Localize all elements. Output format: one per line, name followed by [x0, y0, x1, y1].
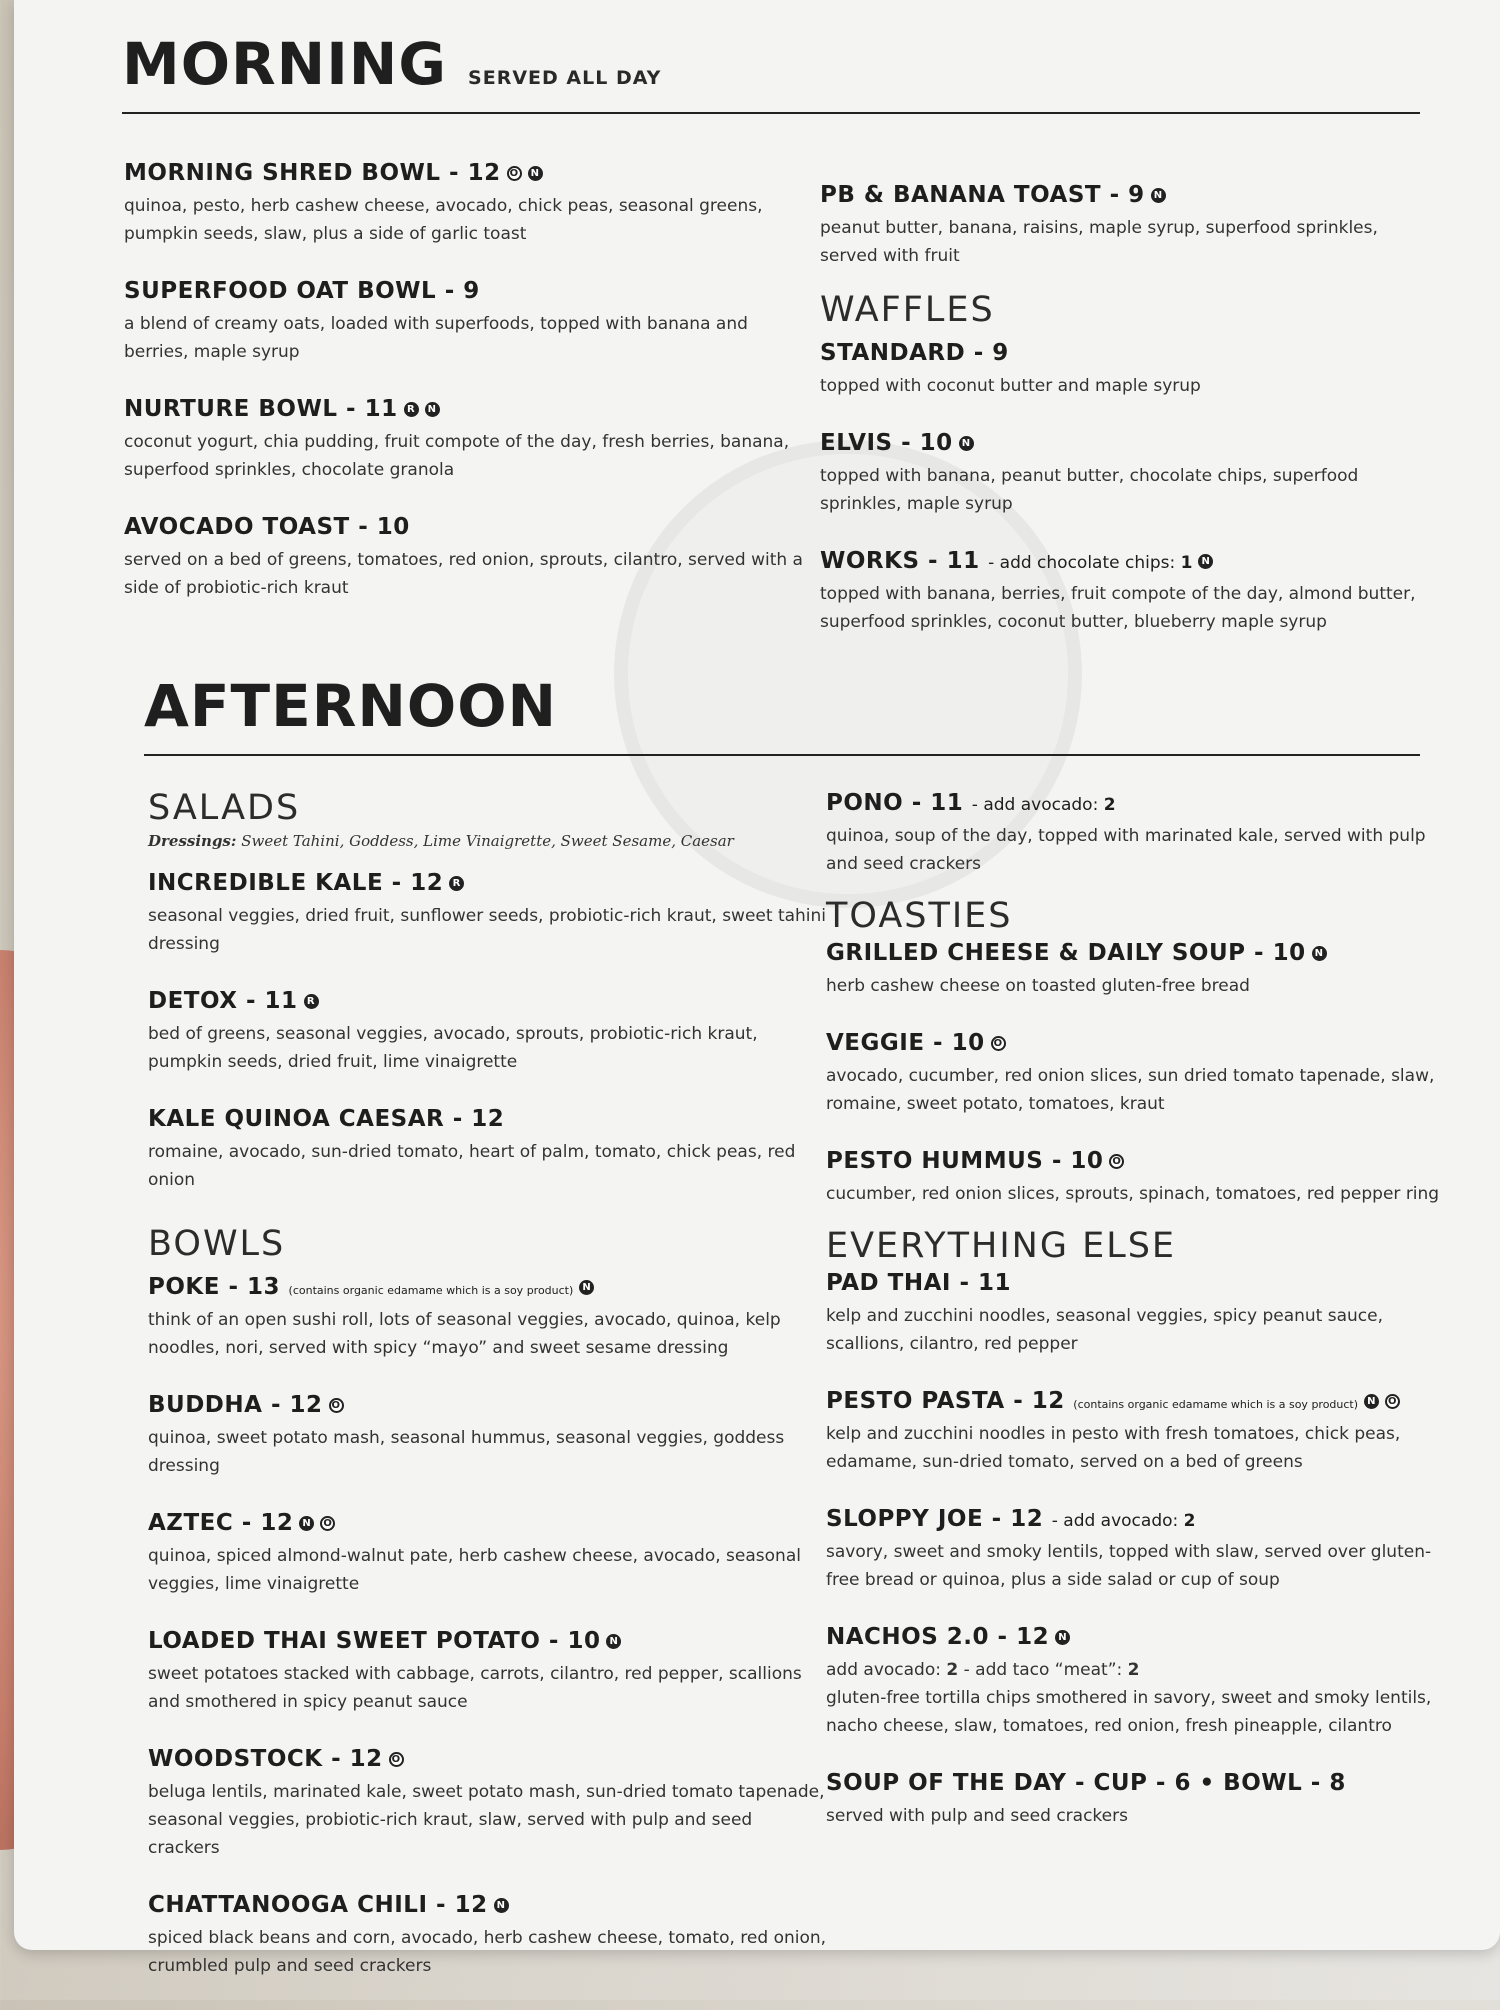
dressings-label: Dressings: [148, 832, 237, 850]
item-description: herb cashew cheese on toasted gluten-free bread [826, 976, 1250, 996]
item-name: GRILLED CHEESE & DAILY SOUP - 10 [826, 940, 1306, 966]
item-name: PONO - 11 [826, 790, 964, 816]
item-name: ELVIS - 10 [820, 430, 953, 456]
item-name: AVOCADO TOAST - 10 [124, 514, 410, 540]
item-description: bed of greens, seasonal veggies, avocado, sprouts, probiotic-rich kraut, pumpkin seeds, dried fruit, lime vinaigrette [148, 1024, 758, 1072]
afternoon-header [144, 672, 1420, 756]
item-name: VEGGIE - 10 [826, 1030, 985, 1056]
item-name: DETOX - 11 [148, 988, 298, 1014]
item-description: quinoa, spiced almond-walnut pate, herb cashew cheese, avocado, seasonal veggies, lime vinaigrette [148, 1546, 801, 1594]
vegan-icon: O [991, 1036, 1006, 1051]
morning-title: MORNING [122, 30, 447, 98]
item-description: think of an open sushi roll, lots of seasonal veggies, avocado, quinoa, kelp noodles, nori, served with spicy “mayo” and sweet sesame dressing [148, 1310, 781, 1358]
menu-item [148, 1746, 828, 1862]
menu-item [124, 514, 804, 602]
nut-icon: N [299, 1516, 314, 1531]
item-name: PESTO PASTA - 12 [826, 1388, 1065, 1414]
item-description: topped with coconut butter and maple syrup [820, 376, 1201, 396]
item-name: PESTO HUMMUS - 10 [826, 1148, 1104, 1174]
item-name: CHATTANOOGA CHILI - 12 [148, 1892, 488, 1918]
menu-item [826, 1388, 1446, 1476]
dressings-line [148, 832, 828, 850]
menu-item [826, 1624, 1446, 1740]
toasties-heading: TOASTIES [826, 896, 1013, 936]
item-name: WORKS - 11 [820, 548, 980, 574]
menu-item [148, 1392, 828, 1480]
item-description: savory, sweet and smoky lentils, topped with slaw, served over gluten-free bread or quinoa, plus a side salad or cup of soup [826, 1542, 1432, 1590]
item-name: POKE - 13 [148, 1274, 281, 1300]
menu-item [820, 340, 1440, 400]
item-description: gluten-free tortilla chips smothered in savory, sweet and smoky lentils, nacho cheese, slaw, tomatoes, red onion, fresh pineapple, cilantro [826, 1688, 1432, 1736]
menu-item [826, 1770, 1446, 1830]
bowls-heading: BOWLS [148, 1224, 286, 1264]
item-addon: - add chocolate chips: 1 [988, 553, 1193, 573]
salads-heading: SALADS [148, 788, 301, 828]
item-name: WOODSTOCK - 12 [148, 1746, 383, 1772]
nut-icon: N [1151, 188, 1166, 203]
menu-item [826, 1270, 1446, 1358]
vegan-icon: O [1109, 1154, 1124, 1169]
menu-item [148, 988, 828, 1076]
item-name: PB & BANANA TOAST - 9 [820, 182, 1145, 208]
item-description: quinoa, soup of the day, topped with marinated kale, served with pulp and seed crackers [826, 826, 1426, 874]
item-description: spiced black beans and corn, avocado, herb cashew cheese, tomato, red onion, crumbled pulp and seed crackers [148, 1928, 827, 1976]
item-name: INCREDIBLE KALE - 12 [148, 870, 444, 896]
nut-icon: N [1364, 1394, 1379, 1409]
morning-header [122, 30, 1420, 114]
item-name: NACHOS 2.0 - 12 [826, 1624, 1050, 1650]
item-name: NURTURE BOWL - 11 [124, 396, 398, 422]
item-name: SOUP OF THE DAY - CUP - 6 • BOWL - 8 [826, 1770, 1346, 1796]
item-note: (contains organic edamame which is a soy product) [288, 1284, 574, 1297]
nut-icon: N [959, 436, 974, 451]
item-addon: - add avocado: 2 [1051, 1511, 1196, 1531]
nut-icon: N [425, 402, 440, 417]
nut-icon: N [579, 1280, 594, 1295]
item-description: served on a bed of greens, tomatoes, red onion, sprouts, cilantro, served with a side of probiotic-rich kraut [124, 550, 803, 598]
item-name: BUDDHA - 12 [148, 1392, 323, 1418]
item-description: kelp and zucchini noodles, seasonal veggies, spicy peanut sauce, scallions, cilantro, red pepper [826, 1306, 1383, 1354]
morning-subtitle: SERVED ALL DAY [468, 67, 662, 89]
nut-icon: N [528, 166, 543, 181]
menu-item [820, 548, 1440, 636]
raw-icon: R [304, 994, 319, 1009]
item-description: quinoa, pesto, herb cashew cheese, avocado, chick peas, seasonal greens, pumpkin seeds, slaw, plus a side of garlic toast [124, 196, 763, 244]
item-name: SUPERFOOD OAT BOWL - 9 [124, 278, 480, 304]
afternoon-right-column [826, 790, 1446, 1860]
item-description: coconut yogurt, chia pudding, fruit compote of the day, fresh berries, banana, superfood sprinkles, chocolate granola [124, 432, 790, 480]
menu-item [148, 1274, 828, 1362]
item-description: seasonal veggies, dried fruit, sunflower seeds, probiotic-rich kraut, sweet tahini dressing [148, 906, 827, 954]
vegan-icon: O [1385, 1394, 1400, 1409]
item-name: MORNING SHRED BOWL - 12 [124, 160, 501, 186]
everything-else-heading: EVERYTHING ELSE [826, 1226, 1177, 1266]
morning-divider [122, 112, 1420, 114]
menu-card [14, 0, 1500, 1976]
item-name: AZTEC - 12 [148, 1510, 294, 1536]
dressings-list: Sweet Tahini, Goddess, Lime Vinaigrette, Sweet Sesame, Caesar [241, 832, 734, 850]
morning-right-column [820, 182, 1440, 666]
nut-icon: N [1055, 1630, 1070, 1645]
item-description: topped with banana, peanut butter, chocolate chips, superfood sprinkles, maple syrup [820, 466, 1359, 514]
item-description: topped with banana, berries, fruit compote of the day, almond butter, superfood sprinkles, coconut butter, blueberry maple syrup [820, 584, 1416, 632]
item-note: (contains organic edamame which is a soy product) [1073, 1398, 1359, 1411]
menu-item [826, 1148, 1446, 1208]
item-addon-line: add avocado: 2 - add taco “meat”: 2 [826, 1660, 1140, 1680]
afternoon-divider [144, 754, 1420, 756]
menu-item [124, 160, 804, 248]
item-name: STANDARD - 9 [820, 340, 1009, 366]
menu-item [826, 790, 1446, 878]
item-description: served with pulp and seed crackers [826, 1806, 1128, 1826]
item-description: sweet potatoes stacked with cabbage, carrots, cilantro, red pepper, scallions and smothered in spicy peanut sauce [148, 1664, 802, 1712]
menu-item [826, 1506, 1446, 1594]
menu-item [820, 182, 1440, 270]
morning-left-column [124, 160, 804, 632]
menu-item [148, 1628, 828, 1716]
menu-item [826, 1030, 1446, 1118]
vegan-icon: O [329, 1398, 344, 1413]
item-name: LOADED THAI SWEET POTATO - 10 [148, 1628, 601, 1654]
item-description: avocado, cucumber, red onion slices, sun dried tomato tapenade, slaw, romaine, sweet potato, tomatoes, kraut [826, 1066, 1435, 1114]
item-description: a blend of creamy oats, loaded with superfoods, topped with banana and berries, maple syrup [124, 314, 748, 362]
item-description: quinoa, sweet potato mash, seasonal hummus, seasonal veggies, goddess dressing [148, 1428, 785, 1476]
menu-item [148, 870, 828, 958]
vegan-icon: O [320, 1516, 335, 1531]
raw-icon: R [449, 876, 464, 891]
item-description: kelp and zucchini noodles in pesto with fresh tomatoes, chick peas, edamame, sun-dried tomato, served on a bed of greens [826, 1424, 1401, 1472]
nut-icon: N [1312, 946, 1327, 961]
menu-item [826, 940, 1446, 1000]
item-name: KALE QUINOA CAESAR - 12 [148, 1106, 505, 1132]
menu-item [148, 1892, 828, 1980]
waffles-heading: WAFFLES [820, 290, 995, 330]
item-description: romaine, avocado, sun-dried tomato, heart of palm, tomato, chick peas, red onion [148, 1142, 796, 1190]
afternoon-title: AFTERNOON [144, 672, 558, 740]
menu-item [124, 396, 804, 484]
nut-icon: N [606, 1634, 621, 1649]
afternoon-left-column [148, 788, 828, 2010]
item-description: peanut butter, banana, raisins, maple syrup, superfood sprinkles, served with fruit [820, 218, 1378, 266]
menu-item [148, 1106, 828, 1194]
item-description: beluga lentils, marinated kale, sweet potato mash, sun-dried tomato tapenade, seasonal veggies, probiotic-rich kraut, slaw, served with pulp and seed crackers [148, 1782, 825, 1858]
nut-icon: N [1198, 554, 1213, 569]
vegan-icon: O [507, 166, 522, 181]
item-name: SLOPPY JOE - 12 [826, 1506, 1044, 1532]
nut-icon: N [494, 1898, 509, 1913]
menu-item [148, 1510, 828, 1598]
menu-item [820, 430, 1440, 518]
menu-item [124, 278, 804, 366]
vegan-icon: O [389, 1752, 404, 1767]
item-addon: - add avocado: 2 [971, 795, 1116, 815]
item-description: cucumber, red onion slices, sprouts, spinach, tomatoes, red pepper ring [826, 1184, 1440, 1204]
raw-icon: R [404, 402, 419, 417]
item-name: PAD THAI - 11 [826, 1270, 1012, 1296]
